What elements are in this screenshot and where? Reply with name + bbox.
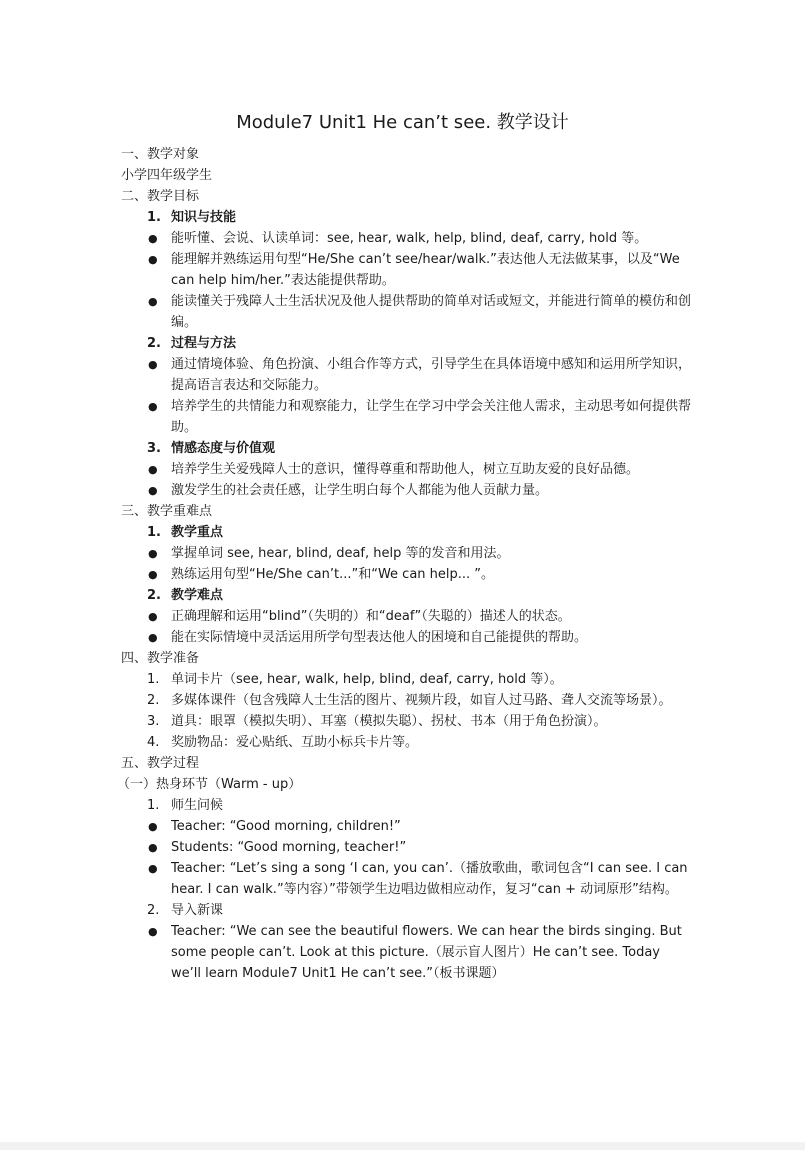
bullet-icon: ●	[148, 820, 158, 833]
numbered-item: 2. 导入新课	[147, 903, 224, 918]
list-item: ● 培养学生关爱残障人士的意识，懂得尊重和帮助他人，树立互助友爱的良好品德。	[121, 459, 691, 480]
numbered-subheading: 1. 知识与技能	[147, 210, 237, 225]
bullet-icon: ●	[148, 568, 158, 581]
section-heading: 四、教学准备	[121, 651, 200, 666]
section-heading: 一、教学对象	[121, 147, 200, 162]
numbered-subheading: 3. 情感态度与价值观	[147, 441, 276, 456]
bullet-icon: ●	[148, 547, 158, 560]
list-item: ● 培养学生的共情能力和观察能力，让学生在学习中学会关注他人需求，主动思考如何提供帮助。	[121, 396, 691, 438]
bullet-icon: ●	[148, 253, 158, 266]
bullet-icon: ●	[148, 862, 158, 875]
list-item: ● Students: “Good morning, teacher!”	[121, 837, 691, 858]
section-heading: 三、教学重难点	[121, 504, 213, 519]
list-item: ● 通过情境体验、角色扮演、小组合作等方式，引导学生在具体语境中感知和运用所学知识，提高语言表达和交际能力。	[121, 354, 691, 396]
list-item: ● Teacher: “Good morning, children!”	[121, 816, 691, 837]
section-heading: 五、教学过程	[121, 756, 200, 771]
bullet-icon: ●	[148, 610, 158, 623]
bullet-icon: ●	[148, 358, 158, 371]
list-item: ● 熟练运用句型“He/She can’t...”和“We can help... ”。	[121, 564, 691, 585]
paragraph: 小学四年级学生	[121, 168, 213, 183]
bullet-icon: ●	[148, 295, 158, 308]
document-body	[117, 144, 692, 984]
numbered-item: 2. 多媒体课件（包含残障人士生活的图片、视频片段，如盲人过马路、聋人交流等场景）。	[147, 693, 672, 708]
subsection-heading: （一）热身环节（Warm - up）	[117, 777, 302, 792]
list-item: ● 激发学生的社会责任感，让学生明白每个人都能为他人贡献力量。	[121, 480, 691, 501]
bullet-icon: ●	[148, 925, 158, 938]
list-item: ● 掌握单词 see, hear, blind, deaf, help 等的发音和用法。	[121, 543, 691, 564]
page-title: Module7 Unit1 He can’t see. 教学设计	[236, 112, 569, 133]
bullet-icon: ●	[148, 484, 158, 497]
numbered-item: 1. 单词卡片（see, hear, walk, help, blind, deaf, carry, hold 等）。	[147, 672, 563, 687]
list-item: ● Teacher: “Let’s sing a song ‘I can, you can’.（播放歌曲，歌词包含“I can see. I can hear. I can walk.”等内容）”带领学生边唱边做相应动作，复习“can + 动词原形”结构。	[121, 858, 691, 900]
list-item: ● 正确理解和运用“blind”（失明的）和“deaf”（失聪的）描述人的状态。	[121, 606, 691, 627]
bullet-icon: ●	[148, 841, 158, 854]
bullet-icon: ●	[148, 400, 158, 413]
numbered-subheading: 2. 教学难点	[147, 588, 224, 603]
list-item: ● 能在实际情境中灵活运用所学句型表达他人的困境和自己能提供的帮助。	[121, 627, 691, 648]
list-item: ● Teacher: “We can see the beautiful flowers. We can hear the birds singing. But some people can’t. Look at this picture.（展示盲人图片）He can’t see. Today we’ll learn Module7 Unit1 He can’t see.”（板书课题）	[121, 921, 691, 984]
list-item: ● 能理解并熟练运用句型“He/She can’t see/hear/walk.”表达他人无法做某事，以及“We can help him/her.”表达能提供帮助。	[121, 249, 691, 291]
bullet-icon: ●	[148, 463, 158, 476]
bullet-icon: ●	[148, 232, 158, 245]
numbered-item: 1. 师生问候	[147, 798, 224, 813]
numbered-subheading: 1. 教学重点	[147, 525, 224, 540]
numbered-subheading: 2. 过程与方法	[147, 336, 237, 351]
list-item: ● 能听懂、会说、认读单词：see, hear, walk, help, blind, deaf, carry, hold 等。	[121, 228, 691, 249]
numbered-item: 4. 奖励物品：爱心贴纸、互助小标兵卡片等。	[147, 735, 419, 750]
bullet-icon: ●	[148, 631, 158, 644]
list-item: ● 能读懂关于残障人士生活状况及他人提供帮助的简单对话或短文，并能进行简单的模仿和创编。	[121, 291, 691, 333]
section-heading: 二、教学目标	[121, 189, 200, 204]
numbered-item: 3. 道具：眼罩（模拟失明）、耳塞（模拟失聪）、拐杖、书本（用于角色扮演）。	[147, 714, 607, 729]
